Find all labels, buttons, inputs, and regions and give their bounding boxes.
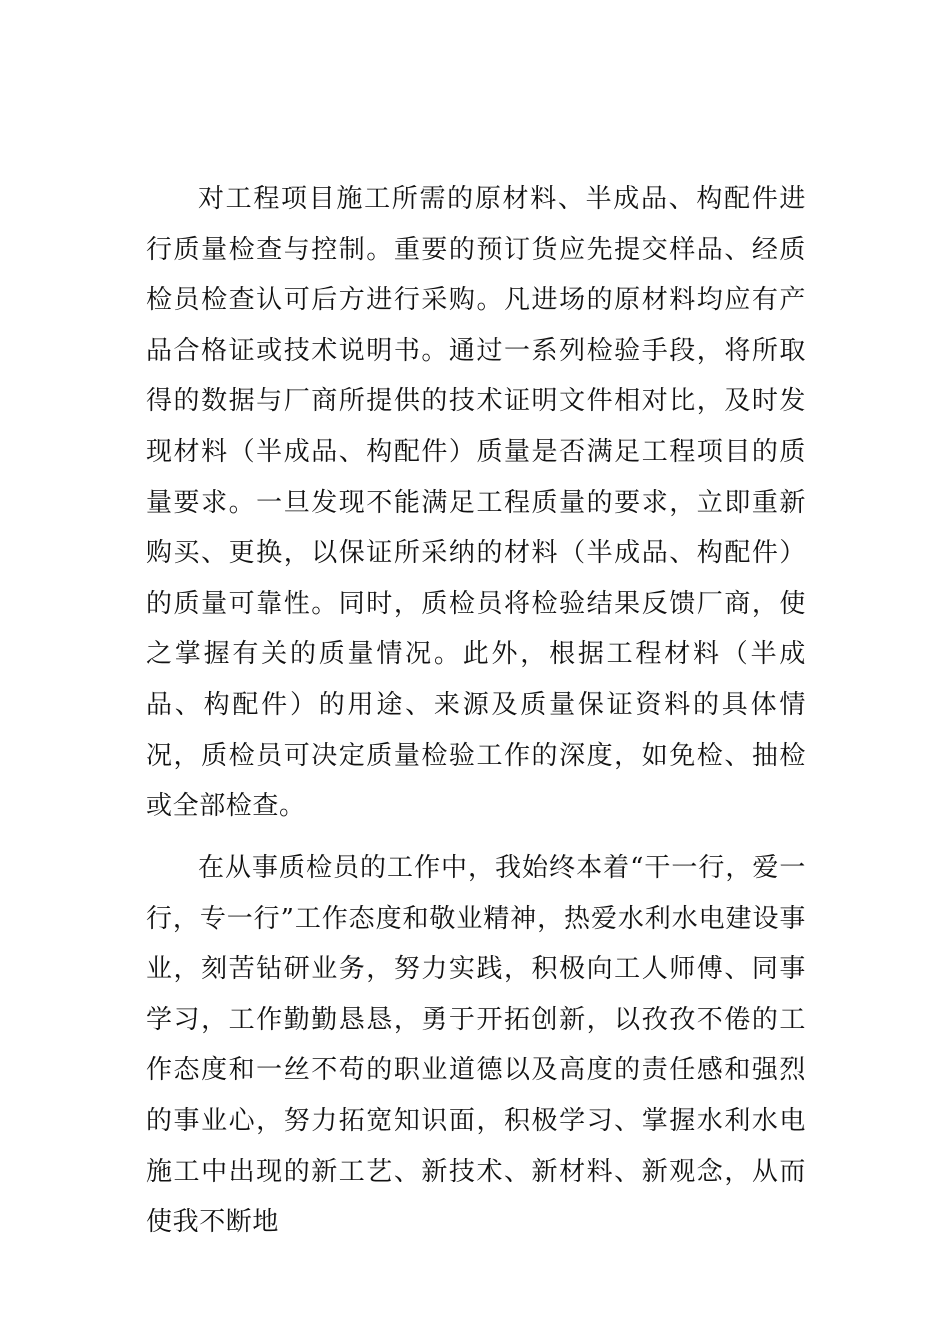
paragraph-quality-control: 对工程项目施工所需的原材料、半成品、构配件进行质量检查与控制。重要的预订货应先提交样品、经质检员检查认可后方进行采购。凡进场的原材料均应有产品合格证或技术说明书。通过一系列检验手段，将所取得的数据与厂商所提供的技术证明文件相对比，及时发现材料（半成品、构配件）质量是否满足工程项目的质量要求。一旦发现不能满足工程质量的要求，立即重新购买、更换，以保证所采纳的材料（半成品、构配件）的质量可靠性。同时，质检员将检验结果反馈厂商，使之掌握有关的质量情况。此外，根据工程材料（半成品、构配件）的用途、来源及质量保证资料的具体情况，质检员可决定质量检验工作的深度，如免检、抽检或全部检查。 bbox=[146, 184, 806, 822]
paragraph-work-attitude: 在从事质检员的工作中，我始终本着“干一行，爱一行，专一行”工作态度和敬业精神，热爱水利水电建设事业，刻苦钻研业务，努力实践，积极向工人师傅、同事学习，工作勤勤恳恳，勇于开拓创新，以孜孜不倦的工作态度和一丝不苟的职业道德以及高度的责任感和强烈的事业心，努力拓宽知识面，积极学习、掌握水利水电施工中出现的新工艺、新技术、新材料、新观念，从而使我不断地 bbox=[146, 853, 806, 1238]
